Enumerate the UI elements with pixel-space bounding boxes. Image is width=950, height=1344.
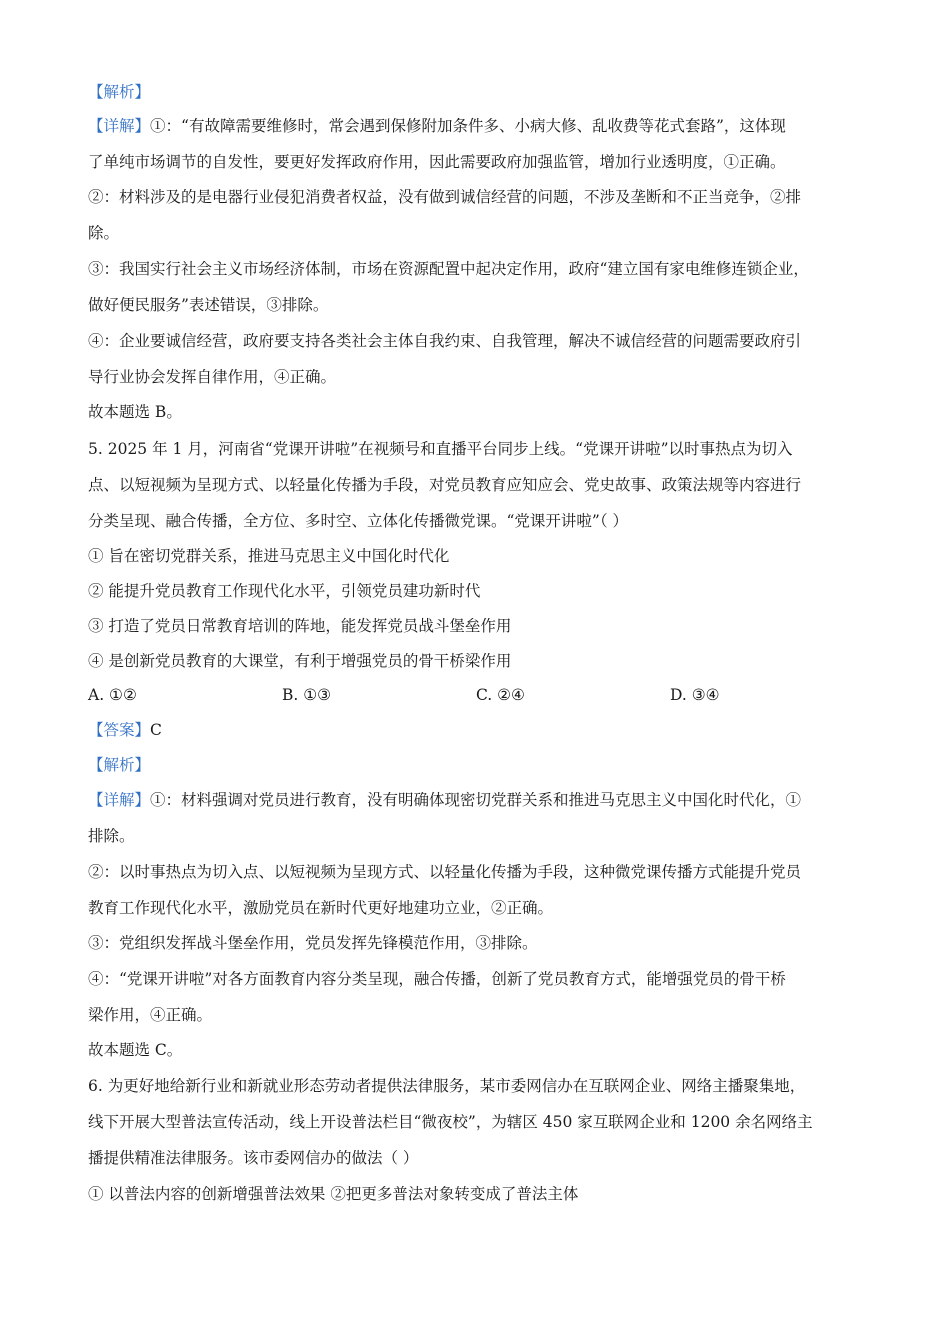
q5-answer-line bbox=[88, 719, 880, 741]
q5-statement-2: ② 能提升党员教育工作现代化水平，引领党员建功新时代 bbox=[88, 582, 481, 600]
q5-option-d: D. ③④ bbox=[670, 686, 720, 704]
q4-detail-line: ②：材料涉及的是电器行业侵犯消费者权益，没有做到诚信经营的问题，不涉及垄断和不正当竞争，②排 bbox=[88, 188, 802, 206]
q5-detail-line: 梁作用，④正确。 bbox=[88, 1006, 213, 1024]
q5-option-b: B. ①③ bbox=[282, 686, 332, 704]
q5-detail-tag: 【详解】 bbox=[88, 791, 151, 809]
q5-detail-line: ②：以时事热点为切入点、以短视频为呈现方式、以轻量化传播为手段，这种微党课传播方式能提升党员 bbox=[88, 863, 802, 881]
q5-detail-line: ④：“党课开讲啦”对各方面教育内容分类呈现，融合传播，创新了党员教育方式，能增强党员的骨干桥 bbox=[88, 970, 786, 988]
q5-stem-line: 5. 2025 年 1 月，河南省“党课开讲啦”在视频号和直播平台同步上线。“党课开讲啦”以时事热点为切入 bbox=[88, 440, 793, 458]
q4-detail-line: 导行业协会发挥自律作用，④正确。 bbox=[88, 368, 337, 386]
q4-detail-line-1 bbox=[88, 115, 880, 137]
q6-stem-line: 线下开展大型普法宣传活动，线上开设普法栏目“微夜校”，为辖区 450 家互联网企业和 1200 余名网络主 bbox=[88, 1113, 813, 1131]
q4-detail-text: ①：“有故障需要维修时，常会遇到保修附加条件多、小病大修、乱收费等花式套路”，这体现 bbox=[150, 117, 786, 135]
q5-answer-tag: 【答案】 bbox=[88, 721, 151, 739]
q4-detail-line: 了单纯市场调节的自发性，要更好发挥政府作用，因此需要政府加强监管，增加行业透明度，①正确。 bbox=[88, 153, 786, 171]
q5-detail-line: 教育工作现代化水平，激励党员在新时代更好地建功立业，②正确。 bbox=[88, 899, 554, 917]
q5-option-c: C. ②④ bbox=[476, 686, 525, 704]
q6-statements: ① 以普法内容的创新增强普法效果 ②把更多普法对象转变成了普法主体 bbox=[88, 1185, 579, 1203]
q5-detail-line: ③：党组织发挥战斗堡垒作用，党员发挥先锋模范作用，③排除。 bbox=[88, 934, 538, 952]
q5-detail-line-1 bbox=[88, 789, 880, 811]
q4-detail-line: 做好便民服务”表述错误，③排除。 bbox=[88, 296, 329, 314]
q5-statement-1: ① 旨在密切党群关系，推进马克思主义中国化时代化 bbox=[88, 547, 450, 565]
q4-detail-line: ③：我国实行社会主义市场经济体制，市场在资源配置中起决定作用，政府“建立国有家电维修连锁企业， bbox=[88, 260, 809, 278]
q4-analysis-tag: 【解析】 bbox=[88, 83, 151, 101]
q5-option-a: A. ①② bbox=[88, 686, 137, 704]
q5-detail-line: 排除。 bbox=[88, 827, 135, 845]
q6-stem-line: 播提供精准法律服务。该市委网信办的做法（ ） bbox=[88, 1149, 419, 1167]
q5-stem-line: 分类呈现、融合传播，全方位、多时空、立体化传播微党课。“党课开讲啦”（ ） bbox=[88, 512, 629, 530]
q5-statement-3: ③ 打造了党员日常教育培训的阵地，能发挥党员战斗堡垒作用 bbox=[88, 617, 512, 635]
q4-conclusion: 故本题选 B。 bbox=[88, 403, 182, 421]
q4-detail-line: ④：企业要诚信经营，政府要支持各类社会主体自我约束、自我管理，解决不诚信经营的问题需要政府引 bbox=[88, 332, 802, 350]
q6-stem-line: 6. 为更好地给新行业和新就业形态劳动者提供法律服务，某市委网信办在互联网企业、网络主播聚集地， bbox=[88, 1077, 806, 1095]
q5-answer-value: C bbox=[150, 721, 162, 739]
q5-conclusion: 故本题选 C。 bbox=[88, 1041, 183, 1059]
q5-analysis-tag: 【解析】 bbox=[88, 756, 151, 774]
q5-statement-4: ④ 是创新党员教育的大课堂，有利于增强党员的骨干桥梁作用 bbox=[88, 652, 512, 670]
q4-detail-tag: 【详解】 bbox=[88, 117, 151, 135]
q5-detail-text: ①：材料强调对党员进行教育，没有明确体现密切党群关系和推进马克思主义中国化时代化，① bbox=[150, 791, 802, 809]
q5-stem-line: 点、以短视频为呈现方式、以轻量化传播为手段，对党员教育应知应会、党史故事、政策法规等内容进行 bbox=[88, 476, 802, 494]
q4-detail-line: 除。 bbox=[88, 224, 120, 242]
